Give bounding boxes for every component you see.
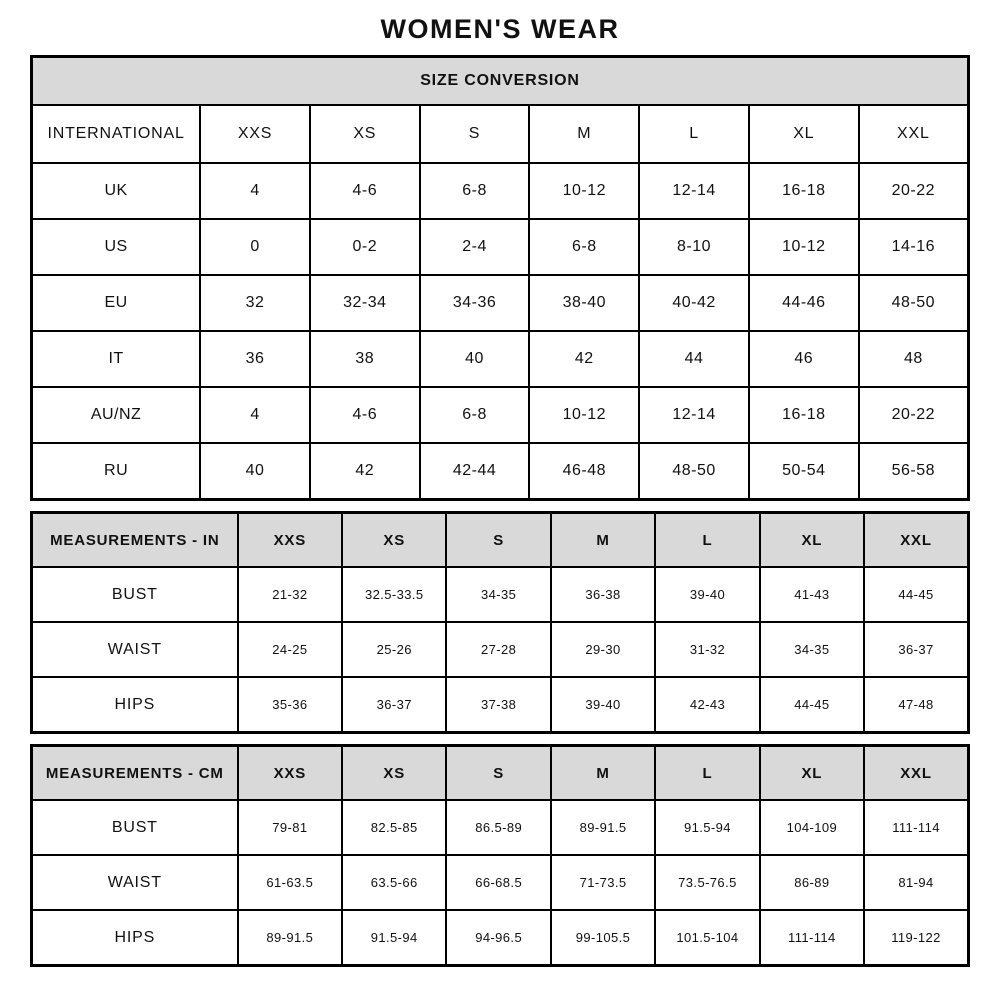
table-cell: 6-8	[420, 163, 530, 219]
table-cell: 34-35	[760, 622, 864, 677]
table-cell: 37-38	[446, 677, 550, 733]
row-label: IT	[32, 331, 201, 387]
column-header-row	[32, 513, 969, 568]
table-cell: 41-43	[760, 567, 864, 622]
table-cell: 0-2	[310, 219, 420, 275]
table-cell: 91.5-94	[342, 910, 446, 966]
table-cell: 71-73.5	[551, 855, 655, 910]
corner-header: MEASUREMENTS - IN	[32, 513, 238, 568]
column-header: L	[655, 746, 759, 801]
table-cell: 50-54	[749, 443, 859, 500]
row-label: RU	[32, 443, 201, 500]
column-header: XXS	[238, 513, 342, 568]
table-cell: 42	[310, 443, 420, 500]
column-header: M	[529, 105, 639, 163]
table-cell: 27-28	[446, 622, 550, 677]
table-cell: 8-10	[639, 219, 749, 275]
table-cell: 38-40	[529, 275, 639, 331]
table-cell: 119-122	[864, 910, 968, 966]
corner-header: MEASUREMENTS - CM	[32, 746, 238, 801]
table-cell: 2-4	[420, 219, 530, 275]
corner-header: INTERNATIONAL	[32, 105, 201, 163]
table-cell: 44	[639, 331, 749, 387]
table-cell: 86-89	[760, 855, 864, 910]
table-cell: 94-96.5	[446, 910, 550, 966]
table-cell: 32.5-33.5	[342, 567, 446, 622]
column-header: XXL	[859, 105, 969, 163]
table-cell: 111-114	[760, 910, 864, 966]
table-cell: 38	[310, 331, 420, 387]
column-header: XS	[342, 746, 446, 801]
table-row	[32, 275, 969, 331]
table-cell: 34-36	[420, 275, 530, 331]
table-row	[32, 800, 969, 855]
table-cell: 0	[200, 219, 310, 275]
table-cell: 42-44	[420, 443, 530, 500]
table-cell: 91.5-94	[655, 800, 759, 855]
table-cell: 6-8	[529, 219, 639, 275]
measurements-in-table	[30, 511, 970, 734]
table-cell: 48-50	[639, 443, 749, 500]
table-cell: 89-91.5	[238, 910, 342, 966]
table-cell: 6-8	[420, 387, 530, 443]
size-conversion-table	[30, 55, 970, 501]
row-label: HIPS	[32, 677, 238, 733]
table-row	[32, 910, 969, 966]
table-cell: 34-35	[446, 567, 550, 622]
table-cell: 89-91.5	[551, 800, 655, 855]
column-header: XXL	[864, 746, 968, 801]
table-cell: 36	[200, 331, 310, 387]
table-cell: 10-12	[529, 387, 639, 443]
column-header: XL	[760, 746, 864, 801]
table-cell: 48-50	[859, 275, 969, 331]
table-cell: 40-42	[639, 275, 749, 331]
table-cell: 111-114	[864, 800, 968, 855]
table-cell: 39-40	[655, 567, 759, 622]
column-header-row	[32, 746, 969, 801]
table-cell: 40	[420, 331, 530, 387]
table-cell: 32-34	[310, 275, 420, 331]
table-cell: 73.5-76.5	[655, 855, 759, 910]
table-row	[32, 163, 969, 219]
table-cell: 104-109	[760, 800, 864, 855]
table-cell: 39-40	[551, 677, 655, 733]
column-header: L	[639, 105, 749, 163]
row-label: HIPS	[32, 910, 238, 966]
table-cell: 10-12	[749, 219, 859, 275]
table-cell: 44-45	[760, 677, 864, 733]
page-title: WOMEN'S WEAR	[380, 14, 620, 44]
table-cell: 44-46	[749, 275, 859, 331]
table-cell: 24-25	[238, 622, 342, 677]
table-cell: 63.5-66	[342, 855, 446, 910]
table-cell: 21-32	[238, 567, 342, 622]
table-cell: 31-32	[655, 622, 759, 677]
table-cell: 46-48	[529, 443, 639, 500]
table-cell: 42-43	[655, 677, 759, 733]
column-header: S	[446, 746, 550, 801]
table-banner: SIZE CONVERSION	[32, 57, 969, 106]
column-header: XXS	[238, 746, 342, 801]
table-cell: 79-81	[238, 800, 342, 855]
table-cell: 14-16	[859, 219, 969, 275]
table-row	[32, 677, 969, 733]
table-row	[32, 567, 969, 622]
table-row	[32, 443, 969, 500]
table-cell: 12-14	[639, 163, 749, 219]
table-cell: 101.5-104	[655, 910, 759, 966]
column-header: XXL	[864, 513, 968, 568]
table-cell: 4	[200, 163, 310, 219]
table-cell: 16-18	[749, 387, 859, 443]
column-header: XS	[342, 513, 446, 568]
table-cell: 56-58	[859, 443, 969, 500]
table-cell: 82.5-85	[342, 800, 446, 855]
table-row	[32, 387, 969, 443]
column-header: XL	[749, 105, 859, 163]
column-header: XXS	[200, 105, 310, 163]
table-cell: 4	[200, 387, 310, 443]
table-cell: 42	[529, 331, 639, 387]
column-header: M	[551, 513, 655, 568]
table-cell: 36-37	[864, 622, 968, 677]
column-header: M	[551, 746, 655, 801]
table-banner-row	[32, 57, 969, 106]
table-cell: 20-22	[859, 163, 969, 219]
table-cell: 16-18	[749, 163, 859, 219]
table-cell: 86.5-89	[446, 800, 550, 855]
table-cell: 29-30	[551, 622, 655, 677]
row-label: EU	[32, 275, 201, 331]
row-label: UK	[32, 163, 201, 219]
row-label: US	[32, 219, 201, 275]
row-label: WAIST	[32, 622, 238, 677]
row-label: WAIST	[32, 855, 238, 910]
column-header: XS	[310, 105, 420, 163]
table-cell: 35-36	[238, 677, 342, 733]
row-label: BUST	[32, 800, 238, 855]
table-cell: 36-37	[342, 677, 446, 733]
measurements-cm-table	[30, 744, 970, 967]
table-row	[32, 622, 969, 677]
table-row	[32, 331, 969, 387]
table-cell: 20-22	[859, 387, 969, 443]
column-header: XL	[760, 513, 864, 568]
table-cell: 4-6	[310, 163, 420, 219]
table-cell: 81-94	[864, 855, 968, 910]
table-cell: 44-45	[864, 567, 968, 622]
table-cell: 36-38	[551, 567, 655, 622]
table-cell: 12-14	[639, 387, 749, 443]
table-row	[32, 855, 969, 910]
table-cell: 4-6	[310, 387, 420, 443]
column-header: S	[420, 105, 530, 163]
table-cell: 61-63.5	[238, 855, 342, 910]
table-cell: 32	[200, 275, 310, 331]
table-cell: 99-105.5	[551, 910, 655, 966]
table-cell: 48	[859, 331, 969, 387]
table-cell: 47-48	[864, 677, 968, 733]
column-header: L	[655, 513, 759, 568]
table-cell: 25-26	[342, 622, 446, 677]
table-row	[32, 219, 969, 275]
row-label: BUST	[32, 567, 238, 622]
table-cell: 66-68.5	[446, 855, 550, 910]
table-cell: 40	[200, 443, 310, 500]
row-label: AU/NZ	[32, 387, 201, 443]
table-cell: 10-12	[529, 163, 639, 219]
table-cell: 46	[749, 331, 859, 387]
column-header-row	[32, 105, 969, 163]
column-header: S	[446, 513, 550, 568]
